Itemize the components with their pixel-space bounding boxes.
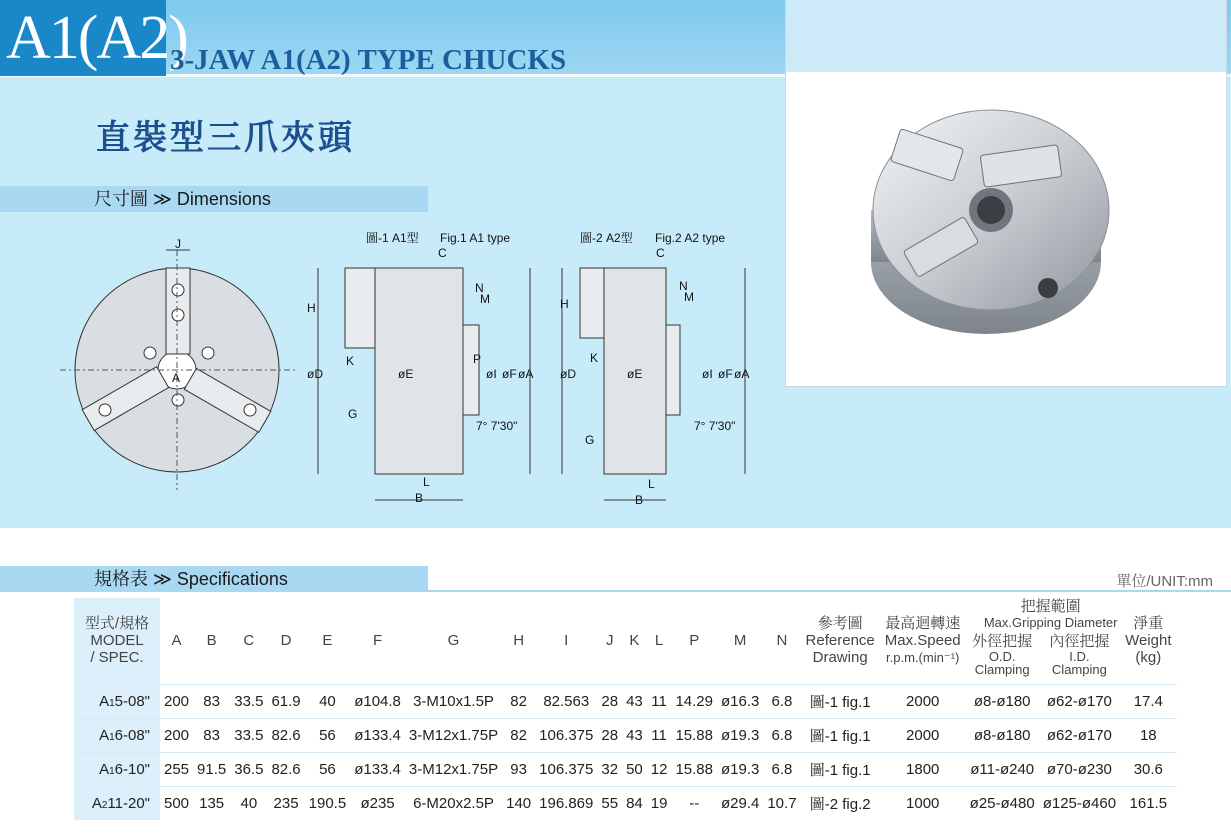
value-cell: ø19.3: [717, 718, 763, 752]
value-cell: 15.88: [671, 752, 717, 786]
ref-cell: 圖-1 fig.1: [801, 684, 880, 718]
model-cell: A15-08": [74, 684, 160, 718]
value-cell: 82: [502, 684, 535, 718]
fig1-label-b: B: [415, 491, 424, 505]
speed-cell: 2000: [880, 684, 966, 718]
fig1-label-c: C: [438, 246, 447, 260]
value-cell: 6-M20x2.5P: [405, 786, 502, 820]
value-cell: 33.5: [230, 684, 267, 718]
value-cell: 55: [597, 786, 622, 820]
fig2-label-outer-a: øA: [734, 367, 750, 381]
table-row: [74, 718, 1177, 752]
value-cell: 19: [647, 786, 672, 820]
weight-cell: 30.6: [1120, 752, 1176, 786]
value-cell: ø19.3: [717, 752, 763, 786]
value-cell: 106.375: [535, 718, 597, 752]
col-e: E: [322, 632, 333, 650]
value-cell: 56: [305, 752, 351, 786]
fig2-label-k: K: [590, 351, 599, 365]
col-id: 內徑把握 I.D. Clamping: [1049, 633, 1110, 678]
col-l: L: [654, 632, 664, 650]
table-row: [74, 684, 1177, 718]
value-cell: ø133.4: [350, 718, 405, 752]
col-m: M: [733, 632, 747, 650]
col-model: 型式/規格 MODEL / SPEC.: [74, 598, 160, 684]
value-cell: 83: [193, 718, 230, 752]
fig1-label-d: øD: [307, 367, 323, 381]
fig2-label-e: øE: [627, 367, 643, 381]
fig2-label-h: H: [560, 297, 569, 311]
col-n: N: [776, 632, 788, 650]
value-cell: 235: [267, 786, 304, 820]
value-cell: 91.5: [193, 752, 230, 786]
fig2-label-f: øF: [718, 367, 733, 381]
table-header-row: [74, 598, 1177, 684]
fig2-label-l: L: [648, 477, 655, 491]
value-cell: 40: [305, 684, 351, 718]
fig1-label-h: H: [307, 301, 316, 315]
model-cell: A16-08": [74, 718, 160, 752]
value-cell: 40: [230, 786, 267, 820]
col-weight: 淨重 Weight (kg): [1125, 615, 1172, 667]
col-k: K: [629, 632, 640, 650]
fig1-label-i: øI: [486, 367, 497, 381]
value-cell: 6.8: [763, 684, 800, 718]
value-cell: 14.29: [671, 684, 717, 718]
weight-cell: 17.4: [1120, 684, 1176, 718]
value-cell: 82: [502, 718, 535, 752]
value-cell: 43: [622, 684, 647, 718]
fig1-caption-zh: 圖-1 A1型: [366, 231, 419, 245]
specifications-rule: [428, 590, 1231, 592]
id-cell: ø62-ø170: [1039, 718, 1120, 752]
col-a: A: [171, 632, 182, 650]
value-cell: 82.563: [535, 684, 597, 718]
value-cell: 500: [160, 786, 193, 820]
od-cell: ø25-ø480: [966, 786, 1039, 820]
fig1-label-g: G: [348, 407, 358, 421]
value-cell: 61.9: [267, 684, 304, 718]
dim-label-j: J: [175, 237, 181, 251]
value-cell: ø16.3: [717, 684, 763, 718]
value-cell: 43: [622, 718, 647, 752]
id-cell: ø125-ø460: [1039, 786, 1120, 820]
value-cell: 200: [160, 718, 193, 752]
fig1-label-f: øF: [502, 367, 517, 381]
value-cell: 200: [160, 684, 193, 718]
value-cell: 196.869: [535, 786, 597, 820]
value-cell: 3-M10x1.5P: [405, 684, 502, 718]
ref-cell: 圖-2 fig.2: [801, 786, 880, 820]
value-cell: 3-M12x1.75P: [405, 718, 502, 752]
value-cell: 28: [597, 718, 622, 752]
col-i: I: [564, 632, 569, 650]
col-od: 把握範圍 Max.Gripping Diameter 外徑把握 O.D. Clamping: [972, 598, 1118, 678]
front-view-drawing: [60, 237, 295, 490]
fig1-label-angle: 7° 7'30": [476, 419, 518, 433]
fig1-label-e: øE: [398, 367, 414, 381]
od-cell: ø8-ø180: [966, 718, 1039, 752]
id-cell: ø70-ø230: [1039, 752, 1120, 786]
col-j: J: [605, 632, 614, 650]
unit-label: 單位/UNIT:mm: [1116, 573, 1213, 590]
ref-cell: 圖-1 fig.1: [801, 752, 880, 786]
specifications-table: [74, 598, 1177, 820]
value-cell: ø104.8: [350, 684, 405, 718]
fig1-label-m: M: [480, 292, 490, 306]
value-cell: 12: [647, 752, 672, 786]
fig1-caption-en: Fig.1 A1 type: [440, 231, 511, 245]
speed-cell: 1800: [880, 752, 966, 786]
value-cell: 32: [597, 752, 622, 786]
col-c: C: [243, 632, 255, 650]
value-cell: 82.6: [267, 752, 304, 786]
dim-label-a: A: [172, 371, 181, 385]
model-cell: A16-10": [74, 752, 160, 786]
value-cell: 82.6: [267, 718, 304, 752]
value-cell: 93: [502, 752, 535, 786]
weight-cell: 18: [1120, 718, 1176, 752]
weight-cell: 161.5: [1120, 786, 1176, 820]
fig2-caption-zh: 圖-2 A2型: [580, 231, 633, 245]
fig2-label-b: B: [635, 493, 644, 507]
page-title-en: 3-JAW A1(A2) TYPE CHUCKS: [170, 44, 567, 76]
fig2-label-d: øD: [560, 367, 576, 381]
table-body: [74, 684, 1177, 820]
value-cell: 10.7: [763, 786, 800, 820]
dimensions-section-bar: 尺寸圖 ≫ Dimensions: [0, 186, 428, 212]
value-cell: 28: [597, 684, 622, 718]
value-cell: 83: [193, 684, 230, 718]
fig1-label-outer-a: øA: [518, 367, 534, 381]
col-p: P: [689, 632, 700, 650]
table-row: [74, 786, 1177, 820]
value-cell: 11: [647, 718, 672, 752]
value-cell: --: [671, 786, 717, 820]
value-cell: 140: [502, 786, 535, 820]
col-f: F: [372, 632, 383, 650]
value-cell: 135: [193, 786, 230, 820]
fig2-label-angle: 7° 7'30": [694, 419, 736, 433]
value-cell: 84: [622, 786, 647, 820]
value-cell: 15.88: [671, 718, 717, 752]
value-cell: 190.5: [305, 786, 351, 820]
fig2-label-n: N: [679, 279, 688, 293]
fig1-side-view: [307, 230, 533, 505]
value-cell: 6.8: [763, 718, 800, 752]
col-h: H: [513, 632, 525, 650]
page-title-zh: 直裝型三爪夾頭: [96, 118, 355, 158]
col-reference: 參考圖 Reference Drawing: [805, 615, 875, 667]
fig2-caption-en: Fig.2 A2 type: [655, 231, 726, 245]
od-cell: ø8-ø180: [966, 684, 1039, 718]
fig2-label-g: G: [585, 433, 595, 447]
value-cell: 106.375: [535, 752, 597, 786]
value-cell: 50: [622, 752, 647, 786]
fig2-label-c: C: [656, 246, 665, 260]
value-cell: 3-M12x1.75P: [405, 752, 502, 786]
id-cell: ø62-ø170: [1039, 684, 1120, 718]
model-badge: A1(A2): [0, 0, 166, 76]
ref-cell: 圖-1 fig.1: [801, 718, 880, 752]
fig1-label-l: L: [423, 475, 430, 489]
specifications-section-bar: 規格表 ≫ Specifications: [0, 566, 428, 592]
fig2-side-view: [560, 230, 749, 507]
value-cell: 6.8: [763, 752, 800, 786]
value-cell: ø133.4: [350, 752, 405, 786]
fig1-label-p: P: [473, 352, 482, 366]
value-cell: ø235: [350, 786, 405, 820]
value-cell: 255: [160, 752, 193, 786]
col-b: B: [206, 632, 217, 650]
value-cell: 36.5: [230, 752, 267, 786]
fig2-label-i: øI: [702, 367, 713, 381]
od-cell: ø11-ø240: [966, 752, 1039, 786]
value-cell: 11: [647, 684, 672, 718]
speed-cell: 2000: [880, 718, 966, 752]
fig2-label-m: M: [684, 290, 694, 304]
model-cell: A211-20": [74, 786, 160, 820]
table-row: [74, 752, 1177, 786]
fig1-label-n: N: [475, 281, 484, 295]
col-g: G: [447, 632, 460, 650]
fig1-label-k: K: [346, 354, 355, 368]
speed-cell: 1000: [880, 786, 966, 820]
col-d: D: [280, 632, 292, 650]
col-speed: 最高迴轉速 Max.Speed r.p.m.(min⁻¹): [884, 615, 961, 666]
value-cell: 33.5: [230, 718, 267, 752]
value-cell: ø29.4: [717, 786, 763, 820]
value-cell: 56: [305, 718, 351, 752]
